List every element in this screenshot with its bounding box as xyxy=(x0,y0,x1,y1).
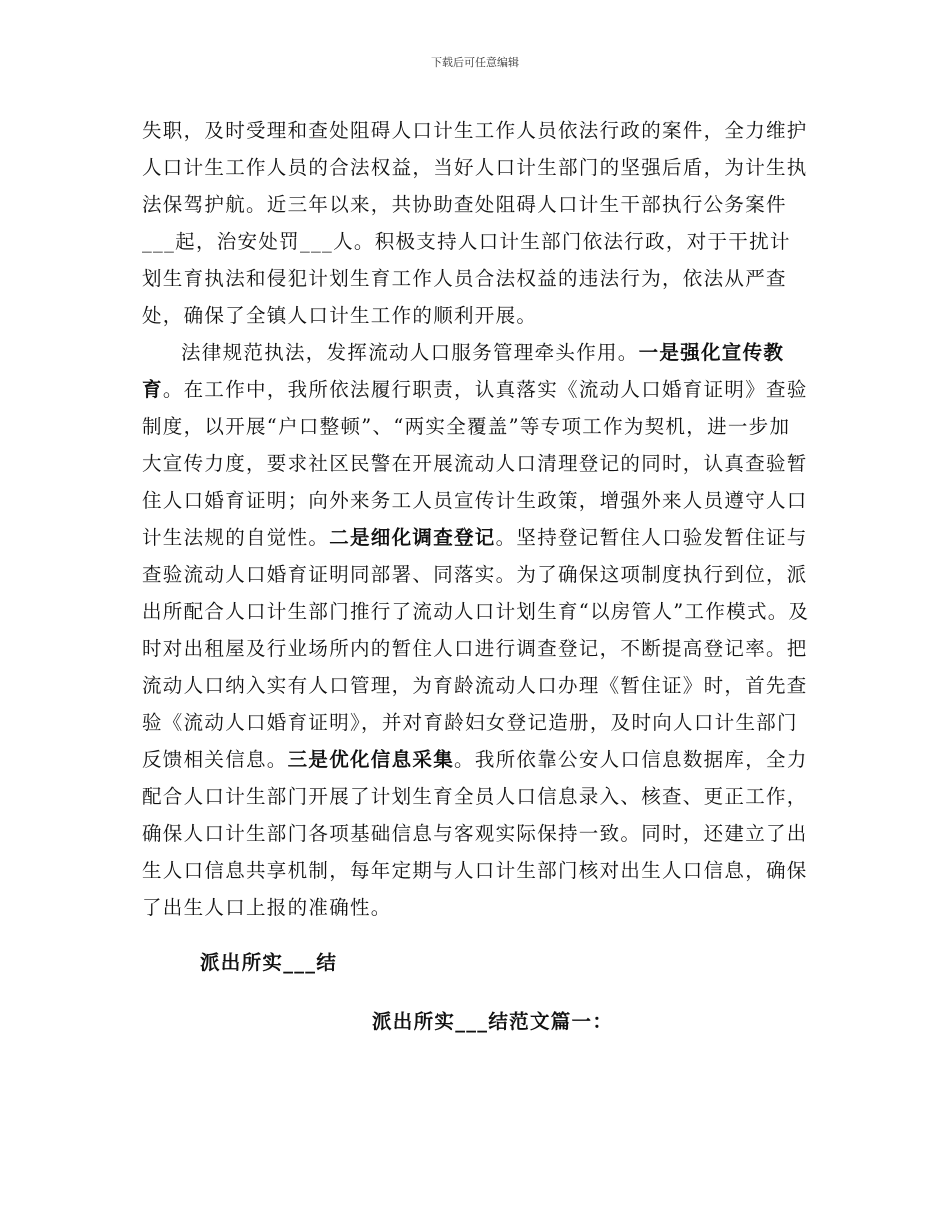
paragraph-2-text-1: 法律规范执法，发挥流动人口服务管理牵头作用。 xyxy=(181,341,639,364)
paragraph-2 xyxy=(142,334,810,926)
document-body xyxy=(142,112,810,1040)
section-heading: 派出所实___结 xyxy=(200,951,338,974)
paragraph-1: 失职，及时受理和查处阻碍人口计生工作人员依法行政的案件，全力维护人口计生工作人员的合法权益，当好人口计生部门的坚强后盾，为计生执法保驾护航。近三年以来，共协助查处阻碍人口计生干部执行公务案件___起，治安处罚___人。积极支持人口计生部门依法行政，对于干扰计划生育执法和侵犯计划生育工作人员合法权益的违法行为，依法从严查处，确保了全镇人口计生工作的顺利开展。 xyxy=(142,119,808,327)
paragraph-2-text-4: 。我所依靠公安人口信息数据库，全力配合人口计生部门开展了计划生育全员人口信息录入、核查、更正工作，确保人口计生部门各项基础信息与客观实际保持一致。同时，还建立了出生人口信息共享机制，每年定期与人口计生部门核对出生人口信息，确保了出生人口上报的准确性。 xyxy=(142,748,808,919)
paragraph-2-text-3: 。坚持登记暂住人口验发暂住证与查验流动人口婚育证明同部署、同落实。为了确保这项制度执行到位，派出所配合人口计生部门推行了流动人口计划生育“以房管人”工作模式。及时对出租屋及行业场所内的暂住人口进行调查登记，不断提高登记率。把流动人口纳入实有人口管理，为育龄流动人口办理《暂住证》时，首先查验《流动人口婚育证明》，并对育龄妇女登记造册，及时向人口计生部门反馈相关信息。 xyxy=(142,526,810,771)
article-title: 派出所实___结范文篇一： xyxy=(372,1010,614,1033)
page-header: 下载后可任意编辑 xyxy=(431,56,519,69)
bold-point-3: 三是优化信息采集 xyxy=(287,748,455,771)
bold-point-2: 二是细化调查登记 xyxy=(329,526,496,549)
bold-point-1: 一是强化宣传教育 xyxy=(142,341,785,401)
paragraph-2-text-2: 。在工作中，我所依法履行职责，认真落实《流动人口婚育证明》查验制度，以开展“户口整顿”、“两实全覆盖”等专项工作为契机，进一步加大宣传力度，要求社区民警在开展流动人口清理登记的同时，认真查验暂住人口婚育证明；向外来务工人员宣传计生政策，增强外来人员遵守人口计生法规的自觉性。 xyxy=(142,378,808,549)
